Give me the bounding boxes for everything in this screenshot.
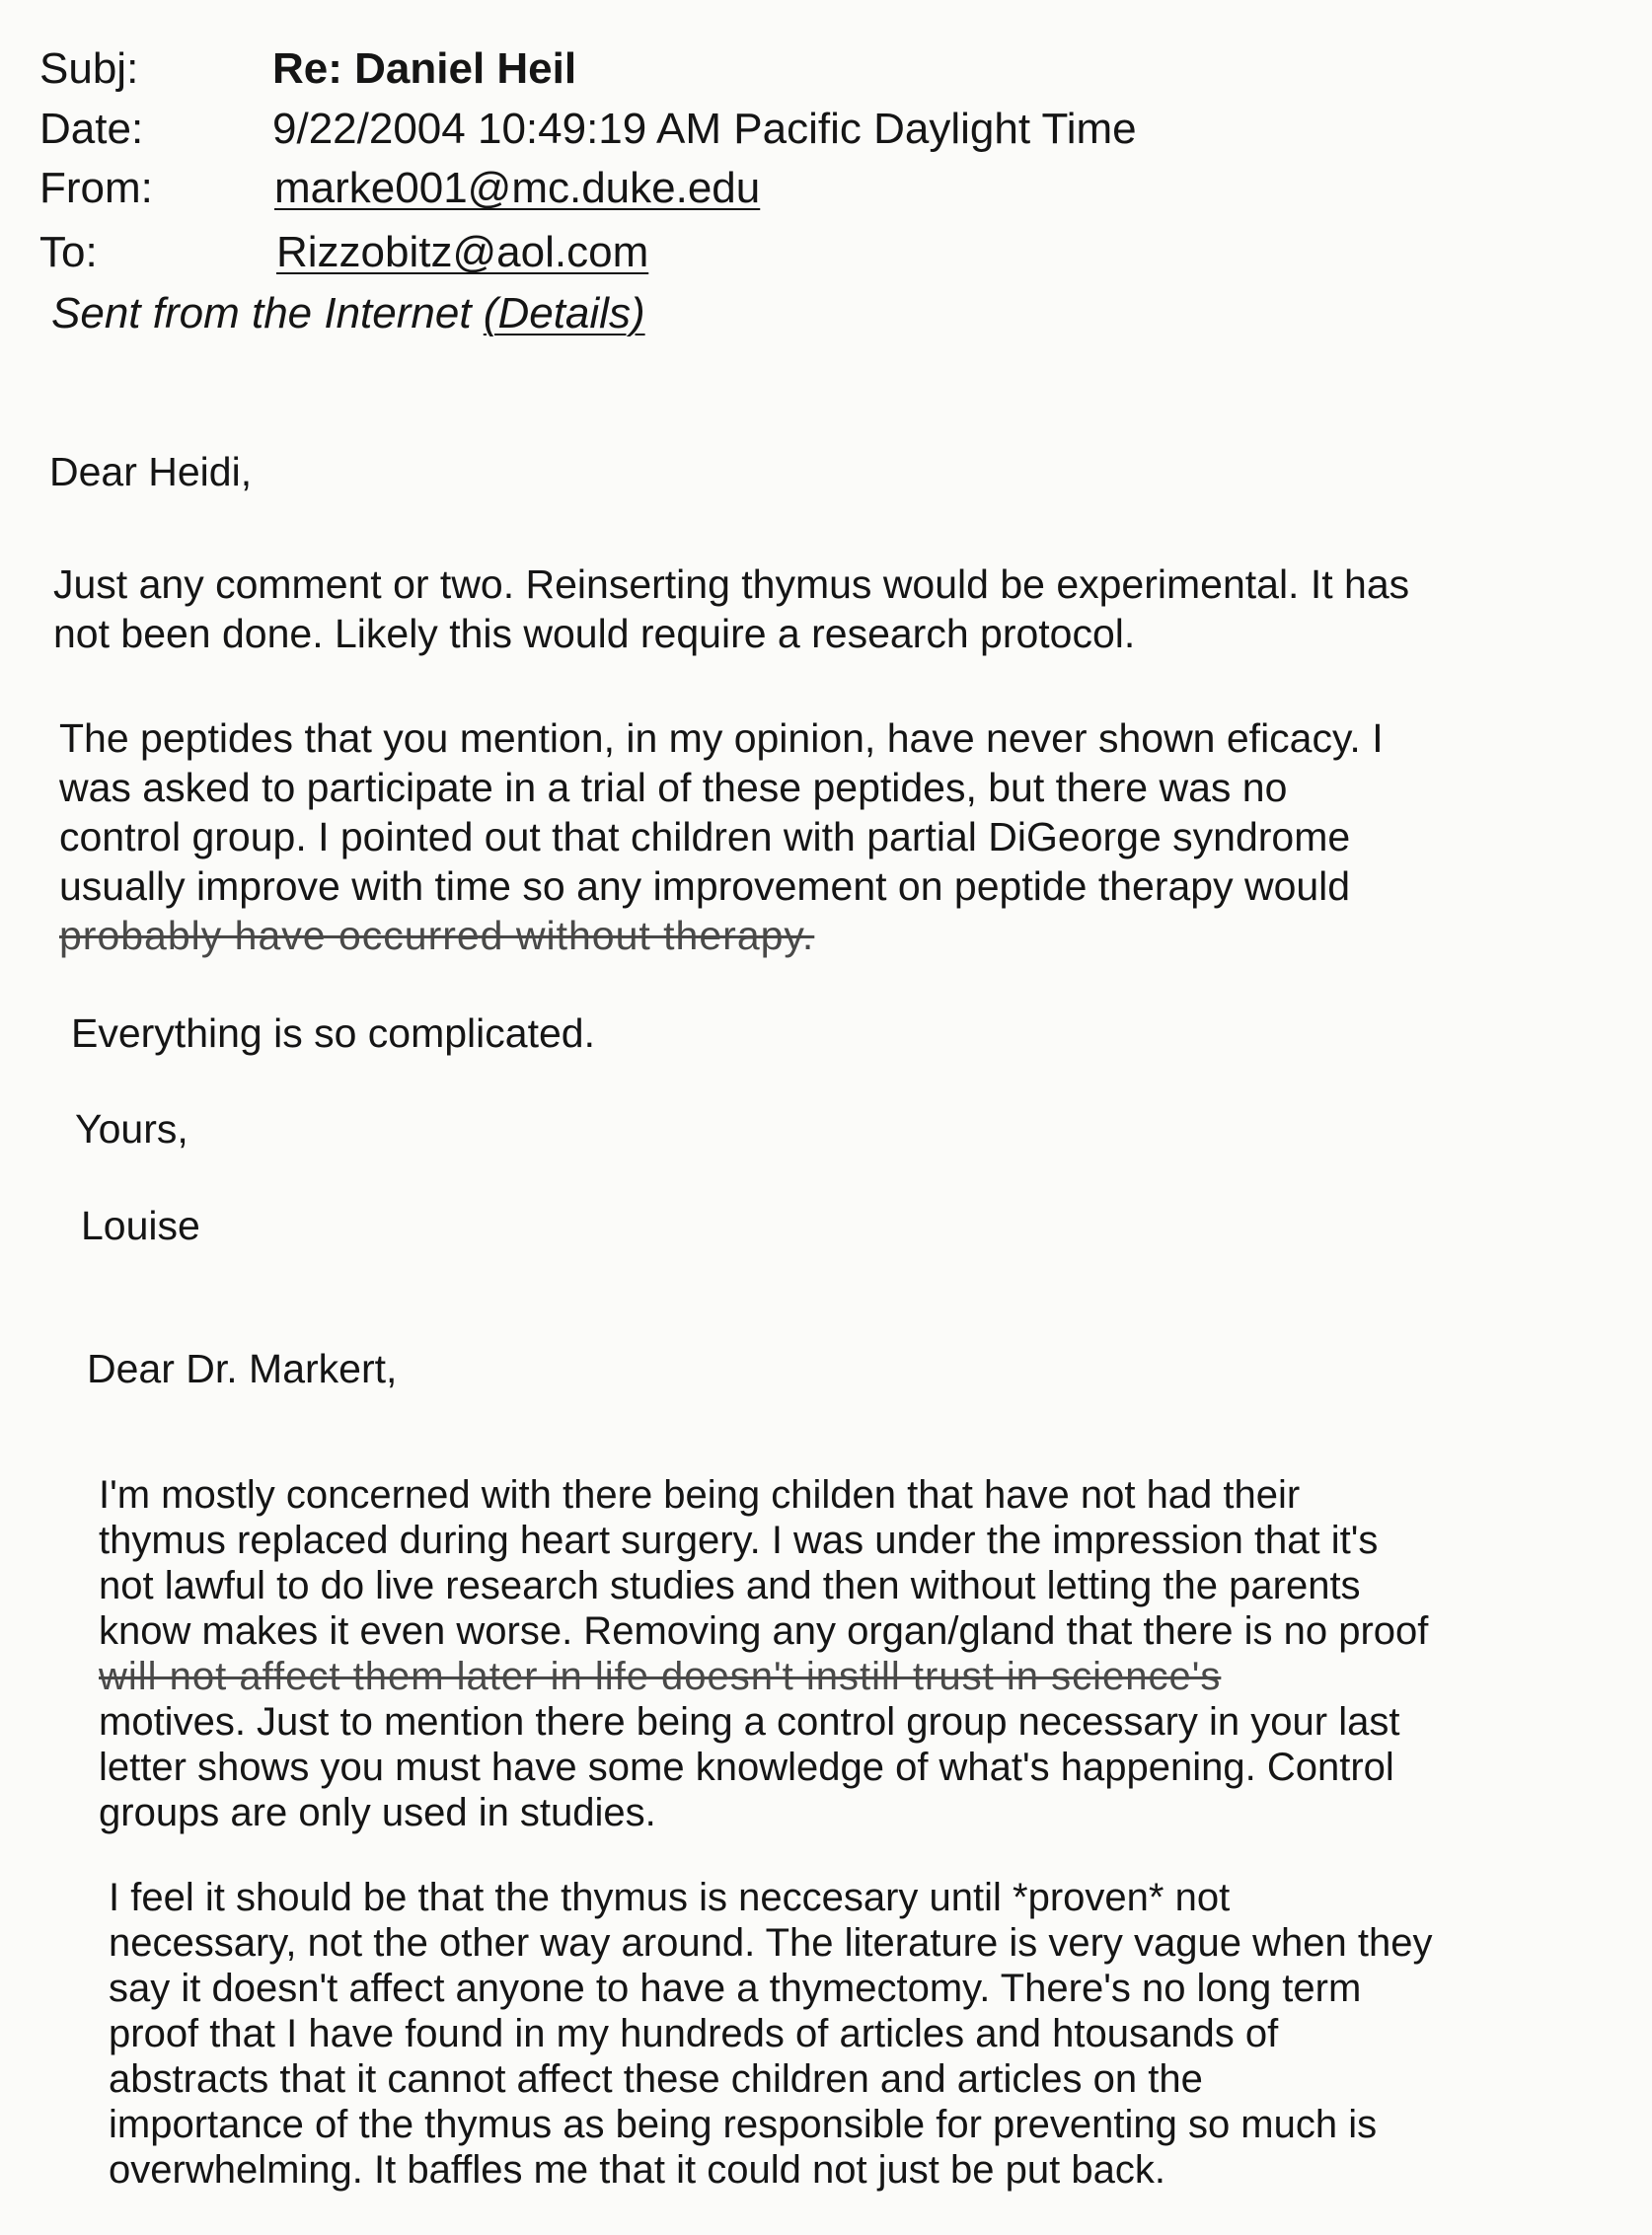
- text-line: importance of the thymus as being responsible for preventing so much is: [109, 2103, 1378, 2146]
- text-line: usually improve with time so any improvement on peptide therapy would: [59, 863, 1351, 909]
- to-label: To:: [39, 228, 98, 276]
- text-line: The peptides that you mention, in my opinion, have never shown eficacy. I: [59, 715, 1384, 761]
- to-email-link[interactable]: Rizzobitz@aol.com: [276, 228, 649, 276]
- subject-label: Subj:: [39, 44, 139, 93]
- text-line: know makes it even worse. Removing any organ/gland that there is no proof: [99, 1609, 1429, 1653]
- sent-from-line: [51, 286, 645, 341]
- text-line: was asked to participate in a trial of these peptides, but there was no: [59, 765, 1288, 810]
- text-line: abstracts that it cannot affect these children and articles on the: [109, 2057, 1203, 2101]
- reply-paragraph-2: [59, 713, 1384, 960]
- reply-paragraph-3: Everything is so complicated.: [71, 1010, 595, 1056]
- date-label: Date:: [39, 105, 144, 153]
- text-line: overwhelming. It baffles me that it could not just be put back.: [109, 2148, 1165, 2192]
- text-line: letter shows you must have some knowledge of what's happening. Control: [99, 1746, 1394, 1789]
- from-email-link[interactable]: marke001@mc.duke.edu: [274, 164, 761, 212]
- reply-greeting: Dear Heidi,: [49, 449, 253, 494]
- text-line: proof that I have found in my hundreds of articles and htousands of: [109, 2012, 1279, 2055]
- original-paragraph-1: [99, 1472, 1428, 1835]
- text-line: will not affect them later in life doesn't instill trust in science's: [99, 1655, 1222, 1698]
- text-line: say it doesn't affect anyone to have a thymectomy. There's no long term: [109, 1967, 1362, 2010]
- text-line: I'm mostly concerned with there being childen that have not had their: [99, 1473, 1301, 1517]
- text-line: motives. Just to mention there being a control group necessary in your last: [99, 1700, 1400, 1744]
- original-greeting: Dear Dr. Markert,: [87, 1346, 398, 1391]
- reply-closing: Yours,: [75, 1106, 188, 1152]
- text-line: groups are only used in studies.: [99, 1791, 656, 1834]
- sent-from-text: Sent from the Internet: [51, 289, 472, 337]
- text-line: control group. I pointed out that children with partial DiGeorge syndrome: [59, 814, 1351, 859]
- text-line: thymus replaced during heart surgery. I was under the impression that it's: [99, 1519, 1379, 1562]
- reply-signature: Louise: [81, 1203, 200, 1248]
- details-link[interactable]: (Details): [483, 289, 645, 337]
- text-line: I feel it should be that the thymus is neccesary until *proven* not: [109, 1876, 1231, 1919]
- date-value: 9/22/2004 10:49:19 AM Pacific Daylight Time: [272, 105, 1137, 153]
- text-line: probably have occurred without therapy.: [59, 913, 815, 958]
- from-label: From:: [39, 164, 153, 212]
- original-paragraph-2: [109, 1875, 1432, 2193]
- text-line: not lawful to do live research studies and then without letting the parents: [99, 1564, 1361, 1607]
- text-line: necessary, not the other way around. The literature is very vague when they: [109, 1921, 1433, 1965]
- text-line: not been done. Likely this would require a research protocol.: [53, 611, 1136, 656]
- subject-value: Re: Daniel Heil: [272, 44, 577, 93]
- reply-paragraph-1: [53, 559, 1409, 658]
- text-line: Just any comment or two. Reinserting thymus would be experimental. It has: [53, 561, 1410, 607]
